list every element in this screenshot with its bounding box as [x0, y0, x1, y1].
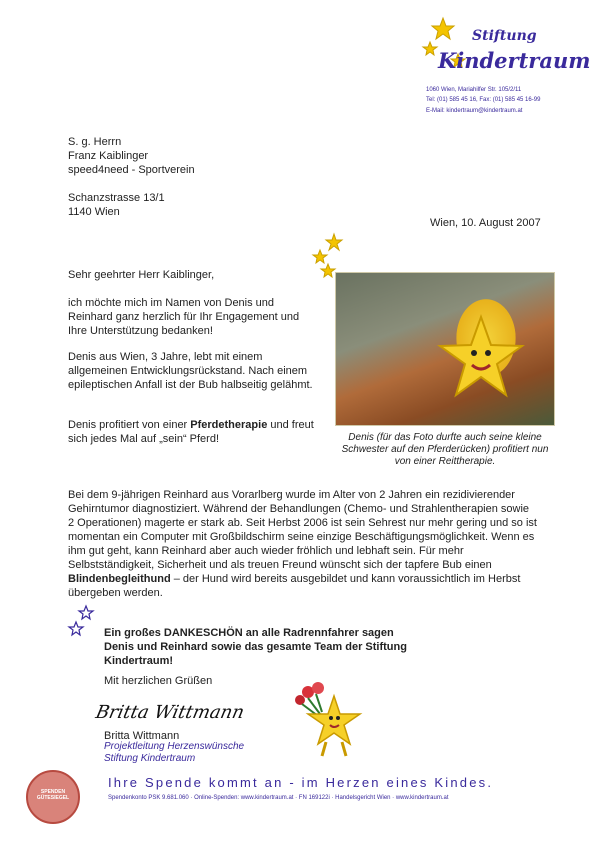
therapy-text-b: und freut sich jedes Mal auf „sein“ Pferd!	[68, 419, 314, 445]
recipient-street: Schanzstrasse 13/1	[68, 192, 165, 204]
recipient-city: 1140 Wien	[68, 206, 120, 218]
recipient-salutation: S. g. Herrn	[68, 136, 122, 148]
thanks-stars-icon	[66, 604, 98, 644]
signer-name: Britta Wittmann	[104, 730, 180, 742]
recipient-name: Franz Kaiblinger	[68, 150, 149, 162]
closing: Mit herzlichen Grüßen	[104, 675, 213, 687]
footer-details: Spendenkonto PSK 9.681.060 · Online-Spenden: www.kindertraum.at · FN 169122i · Handelsgericht Wien · www.kindertraum.at	[108, 795, 449, 801]
paragraph-reinhard	[68, 488, 538, 600]
letter-date: Wien, 10. August 2007	[430, 217, 541, 229]
paragraph-thanks-intro: ich möchte mich im Namen von Denis und Reinhard ganz herzlich für Ihr Engagement und Ihre Unterstützung bedanken!	[68, 297, 300, 337]
recipient-block	[68, 135, 195, 219]
reinhard-text-a: Bei dem 9-jährigen Reinhard aus Vorarlberg wurde im Alter von 2 Jahren ein rezidivierender Gehirntumor diagnostiziert. Während der Behandlungen (Chemo- und Strahlentherapien sowie 2 Operationen) magerte er stark ab. Seit Herbst 2006 ist sein Sehrest nur mehr gering und so ist momentan ein Computer mit Großbildschirm seine einzige Beschäftigungsmöglichkeit. Wenn es ihm gut geht, kann Reinhard aber auch wieder fröhlich und lebhaft sein. Für mehr Selbstständigkeit, Sicherheit und als treuen Freund wünscht sich der tapfere Bub einen	[68, 489, 537, 571]
photo-denis-horse	[335, 272, 555, 426]
donation-seal	[26, 770, 80, 824]
star-mascot-flowers-icon	[286, 680, 366, 760]
therapy-bold: Pferdetherapie	[190, 419, 268, 431]
recipient-org: speed4need - Sportverein	[68, 164, 195, 176]
paragraph-denis: Denis aus Wien, 3 Jahre, lebt mit einem allgemeinen Entwicklungsrückstand. Nach einem epileptischen Anfall ist der Bub halbseitig gelähmt.	[68, 351, 313, 391]
paragraph-therapy	[68, 418, 318, 446]
signer-org: Stiftung Kindertraum	[104, 753, 196, 764]
photo-caption: Denis (für das Foto durfte auch seine kleine Schwester auf den Pferderücken) profitiert nun von einer Reittherapie.	[341, 432, 549, 467]
greeting: Sehr geehrter Herr Kaiblinger,	[68, 269, 215, 281]
logo-line1: Stiftung	[472, 28, 537, 44]
therapy-text-a: Denis profitiert von einer	[68, 419, 191, 431]
footer-slogan: Ihre Spende kommt an - im Herzen eines Kindes.	[108, 775, 494, 790]
logo-phone: Tel: (01) 585 45 16, Fax: (01) 585 45 16-99	[426, 97, 541, 103]
donation-seal-text: SPENDEN GÜTESIEGEL	[36, 789, 70, 801]
logo-address: 1060 Wien, Mariahilfer Str. 105/2/11	[426, 87, 522, 93]
logo-line2: Kindertraum	[438, 48, 591, 73]
thanks-message: Ein großes DANKESCHÖN an alle Radrennfahrer sagen Denis und Reinhard sowie das gesamte Team der Stiftung Kindertraum!	[104, 627, 407, 667]
reinhard-text-b: – der Hund wird bereits ausgebildet und kann voraussichtlich im Herbst übergeben werden.	[68, 573, 521, 599]
photo-star-mascot-icon	[436, 313, 526, 403]
logo	[418, 14, 591, 124]
signer-role: Projektleitung Herzenswünsche	[104, 741, 245, 752]
logo-email: E-Mail: kindertraum@kindertraum.at	[426, 108, 523, 114]
signature-script: Britta Wittmann	[93, 702, 247, 723]
reinhard-bold: Blindenbegleithund	[68, 573, 171, 585]
